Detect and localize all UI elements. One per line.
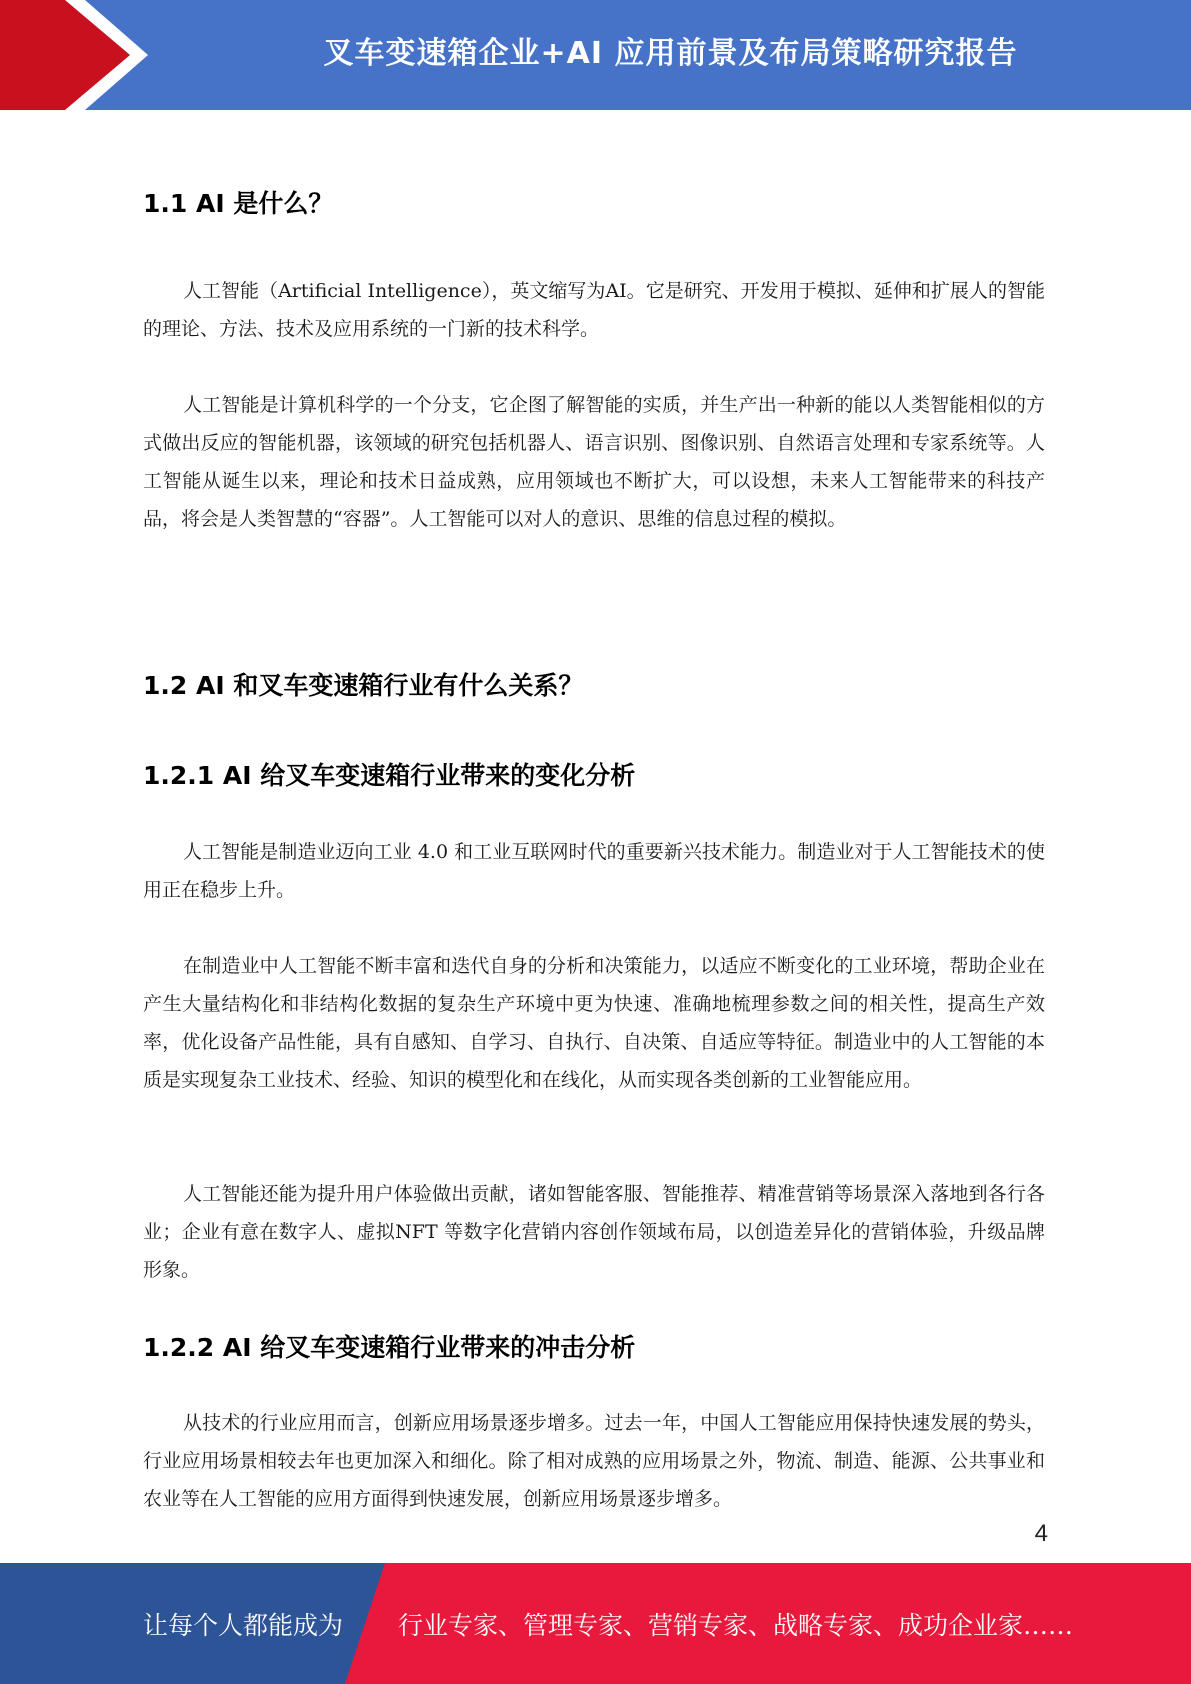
heading-1-1: 1.1 AI 是什么？ [143, 189, 334, 218]
footer-banner [0, 1563, 1191, 1684]
paragraph-1-1-b: 人工智能是计算机科学的一个分支，它企图了解智能的实质，并生产出一种新的能以人类智能相似的方式做出反应的智能机器，该领域的研究包括机器人、语言识别、图像识别、自然语言处理和专家系统等。人工智能从诞生以来，理论和技术日益成熟，应用领域也不断扩大，可以设想，未来人工智能带来的科技产品，将会是人类智慧的“容器”。人工智能可以对人的意识、思维的信息过程的模拟。 [143, 394, 1045, 530]
heading-1-2: 1.2 AI 和叉车变速箱行业有什么关系？ [143, 671, 584, 700]
paragraph-1-2-1-a: 人工智能是制造业迈向工业 4.0 和工业互联网时代的重要新兴技术能力。制造业对于人工智能技术的使用正在稳步上升。 [143, 841, 1045, 901]
paragraph-1-2-2-a: 从技术的行业应用而言，创新应用场景逐步增多。过去一年，中国人工智能应用保持快速发展的势头，行业应用场景相较去年也更加深入和细化。除了相对成熟的应用场景之外，物流、制造、能源、公共事业和农业等在人工智能的应用方面得到快速发展，创新应用场景逐步增多。 [143, 1412, 1045, 1510]
footer-slogan-right: 行业专家、管理专家、营销专家、战略专家、成功企业家…… [398, 1610, 1074, 1640]
paragraph-1-2-1-b: 在制造业中人工智能不断丰富和迭代自身的分析和决策能力，以适应不断变化的工业环境，帮助企业在产生大量结构化和非结构化数据的复杂生产环境中更为快速、准确地梳理参数之间的相关性，提高生产效率，优化设备产品性能，具有自感知、自学习、自执行、自决策、自适应等特征。制造业中的人工智能的本质是实现复杂工业技术、经验、知识的模型化和在线化，从而实现各类创新的工业智能应用。 [143, 955, 1045, 1091]
footer-slogan-left: 让每个人都能成为 [143, 1610, 344, 1640]
heading-1-2-1: 1.2.1 AI 给叉车变速箱行业带来的变化分析 [143, 761, 636, 790]
report-title: 叉车变速箱企业+AI 应用前景及布局策略研究报告 [323, 36, 1018, 71]
page-number: 4 [1034, 1520, 1048, 1547]
paragraph-1-1-a: 人工智能（Artificial Intelligence），英文缩写为AI。它是研究、开发用于模拟、延伸和扩展人的智能的理论、方法、技术及应用系统的一门新的技术科学。 [143, 280, 1045, 340]
report-header-banner [0, 0, 1191, 110]
red-chevron-icon [0, 0, 160, 110]
paragraph-1-2-1-c: 人工智能还能为提升用户体验做出贡献，诸如智能客服、智能推荐、精准营销等场景深入落地到各行各业；企业有意在数字人、虚拟NFT 等数字化营销内容创作领域布局，以创造差异化的营销体验，升级品牌形象。 [143, 1183, 1045, 1281]
heading-1-2-2: 1.2.2 AI 给叉车变速箱行业带来的冲击分析 [143, 1333, 636, 1362]
